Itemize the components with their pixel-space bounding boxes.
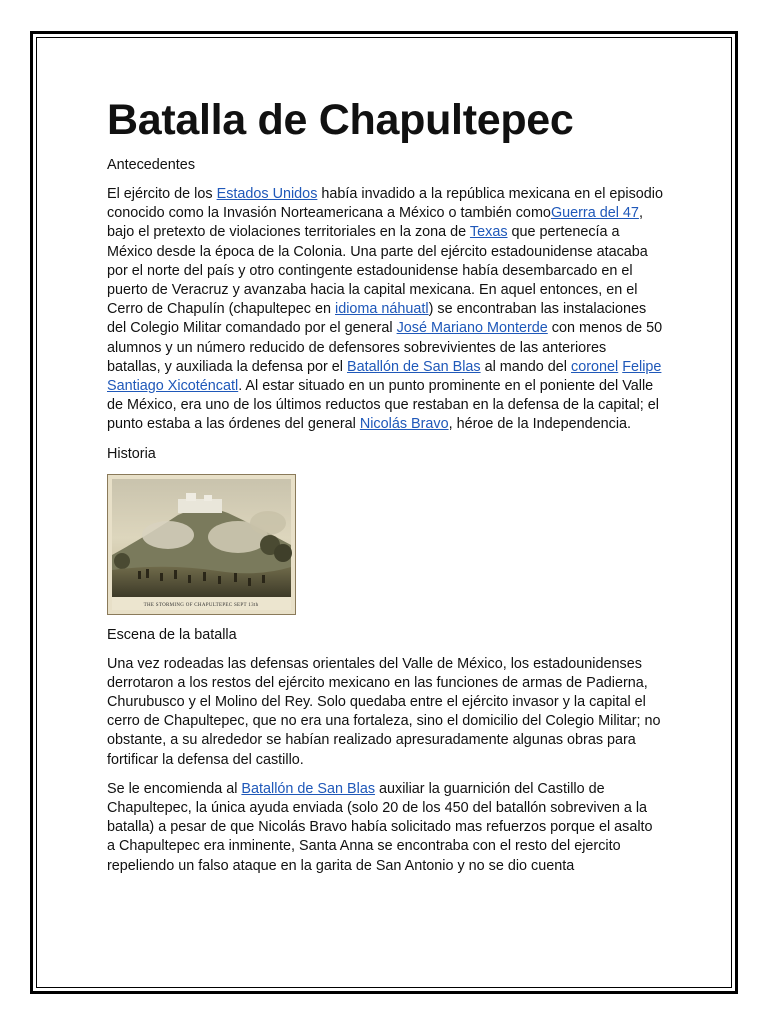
link-batallon-de-san-blas[interactable]: Batallón de San Blas	[347, 358, 481, 375]
text-span: había invadido a la república mexicana en el episodio conocido como la Invasión Norteamericana a México o también como	[107, 186, 663, 222]
link-coronel[interactable]: coronel	[571, 358, 619, 375]
text-span: al mando del	[480, 358, 572, 375]
text-span: , bajo el pretexto de violaciones territoriales en la zona de	[107, 205, 643, 241]
text-span: auxiliar la guarnición del Castillo de Chapultepec, la única ayuda enviada (solo 20 de los 450 del batallón sobreviven a la batalla) a pesar de que Nicolás Bravo había solicitado mas refuerzos porque el asalto a Chapultepec era inminente, Santa Anna se encontraba con el resto del ejercito repeliendo un falso ataque en la garita de San Antonio y no se dio cuenta	[107, 780, 653, 874]
paragraph-escena: Una vez rodeadas las defensas orientales del Valle de México, los estadounidenses derrotaron a los restos del ejército mexicano en las funciones de armas de Padierna, Churubusco y el Molino del Rey. Solo quedaba entre el ejército invasor y la capital el cerro de Chapultepec, que no era una fortaleza, sino el domicilio del Colegio Militar; no obstante, a su alrededor se habían realizado apresuradamente algunas obras para fortificar la defensa del castillo.	[107, 655, 661, 768]
link-estados-unidos[interactable]: Estados Unidos	[216, 186, 318, 202]
text-span: . Al estar situado en un punto prominente en el poniente del Valle de México, era uno de los últimos reductos que restaban en la defensa de la capital; el punto estaba a las órdenes del general	[107, 378, 659, 433]
link-guerra-del-47[interactable]: Guerra del 47	[550, 205, 639, 222]
text-span: El ejército de los	[107, 186, 217, 202]
page-title: Batalla de Chapultepec	[107, 96, 574, 144]
link-idioma-nahuatl[interactable]: idioma náhuatl	[335, 301, 429, 318]
text-span: Se le encomienda al	[107, 780, 242, 797]
paragraph-antecedentes	[107, 185, 663, 435]
link-jose-mariano-monterde[interactable]: José Mariano Monterde	[396, 320, 548, 337]
link-texas[interactable]: Texas	[469, 224, 508, 241]
link-nicolas-bravo[interactable]: Nicolás Bravo	[359, 416, 449, 433]
text-span: con menos de 50 alumnos y un número reducido de defensores sobrevivientes de las anteriores batallas, y auxiliada la defensa por el	[107, 320, 663, 375]
paragraph-san-blas	[107, 780, 663, 876]
text-span: ) se encontraban las instalaciones del Colegio Militar comandado por el general	[107, 301, 647, 337]
battle-painting-svg	[108, 475, 295, 614]
link-batallon-de-san-blas-2[interactable]: Batallón de San Blas	[241, 780, 376, 797]
link-felipe-santiago-xicotencatl[interactable]: Felipe Santiago Xicoténcatl	[107, 358, 662, 395]
text-span: que pertenecía a México desde la época de la Colonia. Una parte del ejército estadounidense atacaba por el norte del país y otro contingente estadounidense había desembarcado en el puerto de Veracruz y avanzaba hacia la capital mexicana. En aquel entonces, en el Cerro de Chapulín (chapultepec en	[107, 224, 648, 318]
text-span: , héroe de la Independencia.	[448, 416, 632, 433]
document-body	[107, 92, 663, 876]
battle-painting-image	[107, 474, 296, 615]
section-heading-antecedentes: Antecedentes	[107, 157, 196, 173]
section-heading-escena: Escena de la batalla	[107, 626, 237, 643]
painting-caption-text: THE STORMING OF CHAPULTEPEC SEPT 13th	[143, 602, 259, 608]
section-heading-historia: Historia	[107, 445, 156, 462]
